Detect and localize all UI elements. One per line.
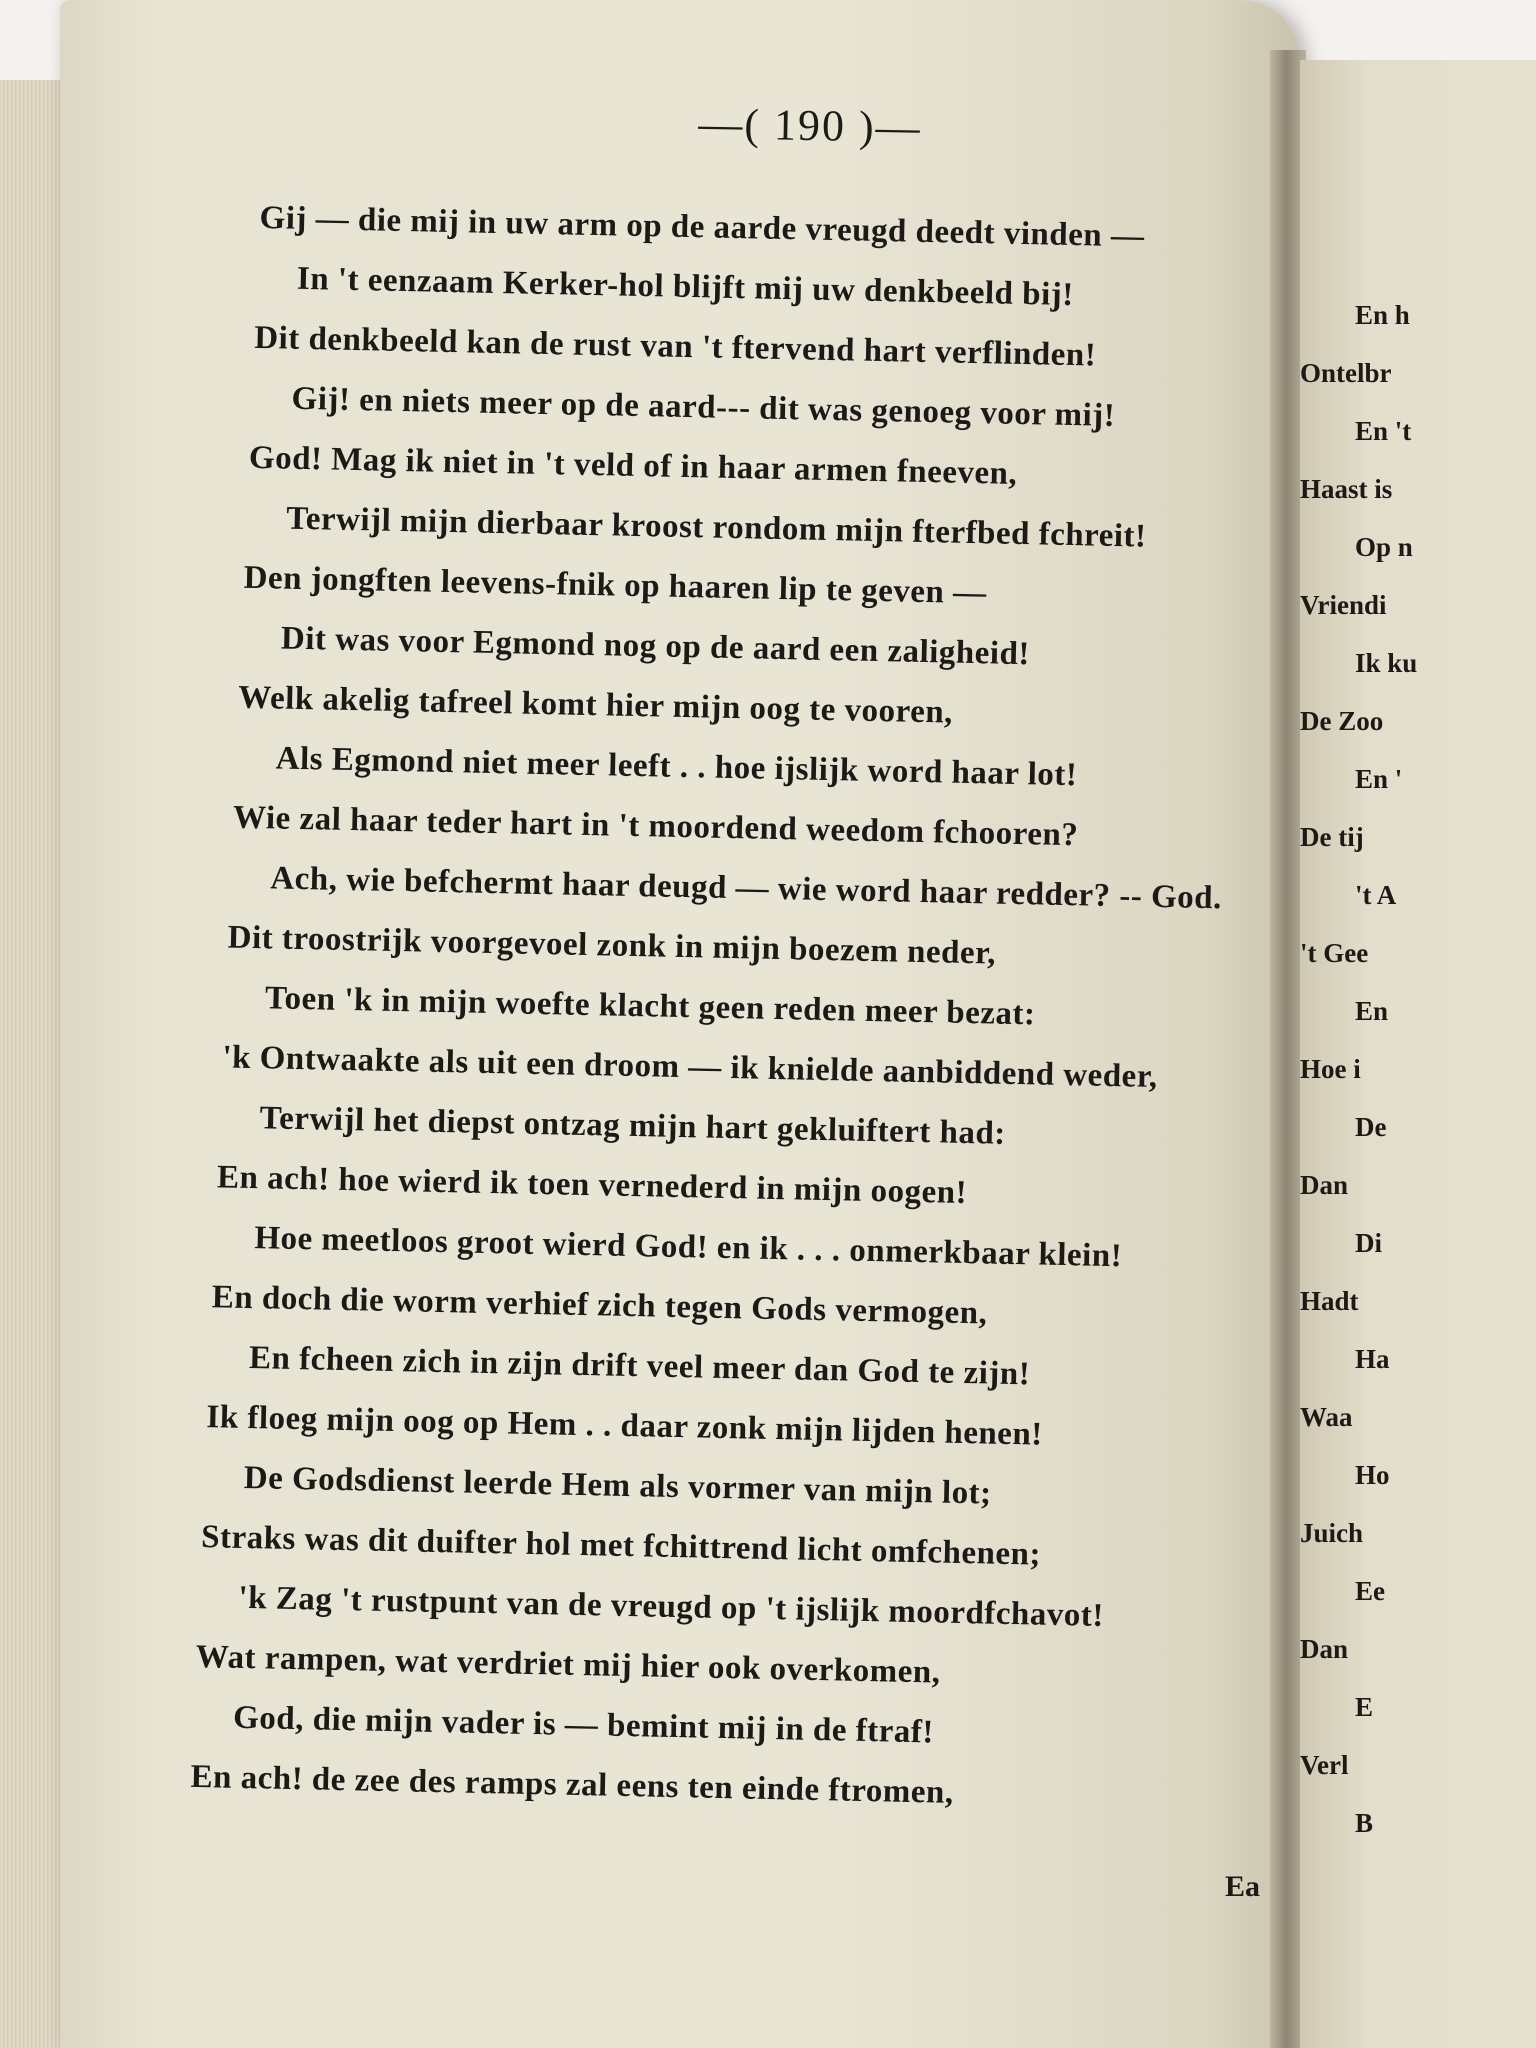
facing-page-line: Ho — [1355, 1460, 1390, 1490]
catchword: Ea — [1225, 1870, 1261, 1903]
facing-page-line: En 't — [1355, 416, 1412, 446]
poem-line: Straks was dit duifter hol met fchittrend licht omfchenen; — [200, 1519, 1042, 1573]
poem-line: Ach, wie befchermt haar deugd — wie word haar redder? -- God. — [270, 860, 1223, 917]
poem-line: Hoe meetloos groot wierd God! en ik . . . onmerkbaar klein! — [254, 1220, 1123, 1275]
facing-page-line: B — [1355, 1808, 1374, 1838]
page-number: —( 190 )— — [697, 99, 923, 152]
poem-line: En ach! hoe wierd ik toen vernederd in mijn oogen! — [216, 1159, 968, 1212]
facing-page-line: Op n — [1355, 532, 1413, 562]
poem-line: God, die mijn vader is — bemint mij in de ftraf! — [232, 1699, 935, 1751]
facing-page-line: Di — [1355, 1228, 1382, 1258]
poem-line: Terwijl het diepst ontzag mijn hart gekluiftert had: — [259, 1100, 1007, 1152]
poem-line: Ik floeg mijn oog op Hem . . daar zonk mijn lijden henen! — [206, 1399, 1044, 1453]
facing-page-line: Ontelbr — [1300, 358, 1392, 388]
poem-line: Den jongften leevens-fnik op haaren lip te geven — — [243, 559, 987, 612]
facing-page-text — [1300, 60, 1536, 2048]
facing-page-line: Haast is — [1300, 474, 1393, 504]
poem-line: God! Mag ik niet in 't veld of in haar armen fneeven, — [248, 439, 1018, 492]
facing-page-line: Waa — [1300, 1402, 1353, 1432]
poem-line: En fcheen zich in zijn drift veel meer dan God te zijn! — [248, 1340, 1031, 1393]
poem-line: En doch die worm verhief zich tegen Gods vermogen, — [211, 1279, 988, 1332]
poem-line: 'k Ontwaakte als uit een droom — ik knielde aanbiddend weder, — [222, 1039, 1159, 1095]
facing-page-line: E — [1355, 1692, 1374, 1722]
facing-page-line: Dan — [1300, 1634, 1349, 1664]
facing-page-line: En ' — [1355, 764, 1403, 794]
facing-page-line: Ik ku — [1355, 648, 1418, 678]
facing-page-line: De tij — [1300, 822, 1364, 852]
poem-line: Wat rampen, wat verdriet mij hier ook overkomen, — [195, 1638, 941, 1691]
facing-page-line: Vriendi — [1300, 590, 1387, 620]
poem-line: 'k Zag 't rustpunt van de vreugd op 't ijslijk moordfchavot! — [238, 1579, 1105, 1634]
facing-page-line: Verl — [1300, 1750, 1349, 1780]
poem-line: Welk akelig tafreel komt hier mijn oog te vooren, — [238, 679, 954, 731]
facing-page-line: Hadt — [1300, 1286, 1359, 1316]
facing-page-line: Juich — [1300, 1518, 1364, 1548]
poem-line: De Godsdienst leerde Hem als vormer van mijn lot; — [243, 1459, 993, 1512]
poem-line: Als Egmond niet meer leeft . . hoe ijslijk word haar lot! — [275, 740, 1078, 794]
poem-line: In 't eenzaam Kerker-hol blijft mij uw denkbeeld bij! — [296, 260, 1075, 314]
facing-page-line: En — [1355, 996, 1389, 1026]
facing-page-line: Ee — [1355, 1576, 1385, 1606]
poem-line: Gij — die mij in uw arm op de aarde vreugd deedt vinden — — [259, 200, 1145, 255]
poem-line: En ach! de zee des ramps zal eens ten einde ftromen, — [190, 1758, 954, 1811]
poem-line: Terwijl mijn dierbaar kroost rondom mijn fterfbed fchreit! — [285, 500, 1147, 555]
right-page — [1300, 60, 1536, 2048]
poem-line: Dit was voor Egmond nog op de aard een zaligheid! — [280, 620, 1031, 673]
facing-page-line: Ha — [1355, 1344, 1390, 1374]
poem-line: Toen 'k in mijn woefte klacht geen reden meer bezat: — [264, 980, 1036, 1033]
facing-page-line: De Zoo — [1300, 706, 1384, 736]
facing-page-line: 't A — [1355, 880, 1397, 910]
facing-page-line: De — [1355, 1112, 1387, 1142]
facing-page-line: Dan — [1300, 1170, 1349, 1200]
facing-page-line: 't Gee — [1300, 938, 1369, 968]
poem-line: Gij! en niets meer op de aard--- dit was genoeg voor mij! — [291, 380, 1116, 434]
poem-line: Dit denkbeeld kan de rust van 't ftervend hart verflinden! — [253, 319, 1097, 374]
facing-page-line: Hoe i — [1300, 1054, 1361, 1084]
poem-line: Dit troostrijk voorgevoel zonk in mijn boezem neder, — [227, 919, 997, 972]
facing-page-line: En h — [1355, 300, 1410, 330]
poem-line: Wie zal haar teder hart in 't moordend weedom fchooren? — [232, 799, 1079, 854]
